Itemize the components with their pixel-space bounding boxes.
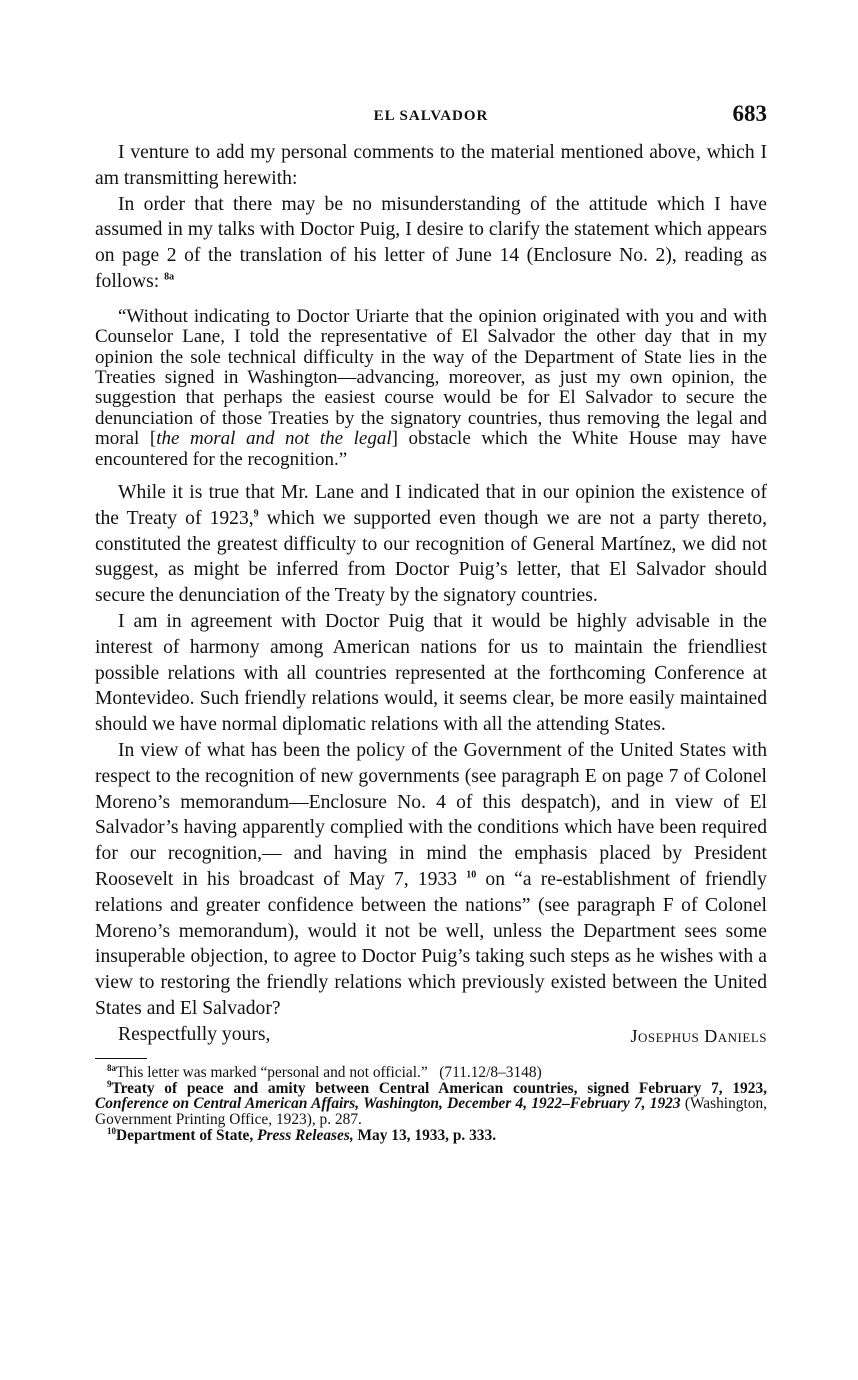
footnote-10-text-a: Department of State,	[116, 1126, 254, 1144]
footnote-9-text-a: Treaty of peace and amity between Central American countries, signed February 7, 1923,	[111, 1079, 767, 1097]
footnote-10	[95, 1125, 767, 1144]
footnote-8a-mark: 8a	[107, 1062, 116, 1073]
paragraph-5	[95, 738, 767, 1022]
signoff	[95, 1022, 767, 1050]
footnote-ref-9: 9	[253, 508, 259, 520]
block-quote-italic: the moral and not the legal	[156, 428, 392, 450]
document-page	[95, 100, 767, 1144]
footnote-ref-10: 10	[466, 869, 477, 881]
footnote-ref-8a: 8a	[164, 271, 175, 283]
footnote-10-text-b: May 13, 1933, p. 333.	[357, 1126, 497, 1144]
footnote-9	[95, 1078, 767, 1129]
footnote-10-mark: 10	[107, 1125, 116, 1136]
signature: Josephus Daniels	[630, 1025, 767, 1046]
page-number: 683	[732, 101, 767, 126]
block-quote	[95, 307, 767, 470]
paragraph-5-text-b: on “a re-establishment of friendly relations and greater confidence between the nations” (see paragraph F of Colonel Moreno’s memorandum), would it not be well, unless the Department sees some insuperable objection, to agree to Doctor Puig’s taking such steps as he wishes with a view to restoring the friendly relations which previously existed between the United States and El Salvador?	[95, 868, 767, 1019]
running-head: EL SALVADOR	[373, 108, 489, 124]
paragraph-3	[95, 480, 767, 609]
paragraph-3-text-a: While it is true that Mr. Lane and I indicated that in our opinion the existence of the Treaty of 1923,	[95, 482, 767, 529]
paragraph-4: I am in agreement with Doctor Puig that it would be highly advisable in the interest of harmony among American nations for us to maintain the friendliest possible relations with all countries represented at the forthcoming Conference at Montevideo. Such friendly relations would, it seems clear, be more easily maintained should we have normal diplomatic relations with all the attending States.	[95, 611, 767, 736]
footnote-8a	[95, 1062, 767, 1081]
footnote-9-text-b: (Washington, Government Printing Office, 1923), p. 287.	[95, 1095, 767, 1129]
paragraph-2-text: In order that there may be no misunderstanding of the attitude which I have assumed in my talks with Doctor Puig, I desire to clarify the statement which appears on page 2 of the translation of his letter of June 14 (Enclosure No. 2), reading as follows:	[95, 193, 767, 292]
footnote-10-italic: Press Releases,	[257, 1126, 354, 1144]
paragraph-3-text-b: which we supported even though we are not a party thereto, constituted the greatest difficulty to our recognition of General Martínez, we did not suggest, as might be inferred from Doctor Puig’s letter, that El Salvador should secure the denunciation of the Treaty by the signatory countries.	[95, 507, 768, 607]
block-quote-text-b: ] obstacle which the White House may have encountered for the recognition.”	[95, 428, 767, 470]
footnote-8a-ref: (711.12/8–3148)	[439, 1063, 542, 1081]
block-quote-text-a: “Without indicating to Doctor Uriarte that the opinion originated with you and with Counselor Lane, I told the representative of El Salvador the other day that in my opinion the sole technical difficulty in the way of the Department of State lies in the Treaties signed in Washington—advancing, moreover, as just my own opinion, the suggestion that perhaps the easiest course would be for El Salvador to secure the denunciation of those Treaties by the signatory countries, thus removing the legal and moral [	[95, 305, 767, 450]
footnote-9-mark: 9	[107, 1078, 112, 1089]
footnote-9-italic: Conference on Central American Affairs, Washington, December 4, 1922–February 7, 1923	[95, 1095, 681, 1113]
paragraph-1: I venture to add my personal comments to the material mentioned above, which I am transmitting herewith:	[95, 142, 767, 189]
paragraph-2	[95, 192, 767, 295]
footnote-8a-text: This letter was marked “personal and not official.”	[116, 1063, 428, 1081]
closing: Respectfully yours,	[118, 1023, 271, 1045]
page-header	[95, 100, 767, 140]
footnote-divider	[95, 1058, 147, 1059]
paragraph-5-text-a: In view of what has been the policy of the Government of the United States with respect to the recognition of new governments (see paragraph E on page 7 of Colonel Moreno’s memorandum—Enclosure No. 4 of this despatch), and in view of El Salvador’s having apparently complied with the conditions which have been required for our recognition,— and having in mind the emphasis placed by President Roosevelt in his broadcast of May 7, 1933	[95, 740, 767, 890]
